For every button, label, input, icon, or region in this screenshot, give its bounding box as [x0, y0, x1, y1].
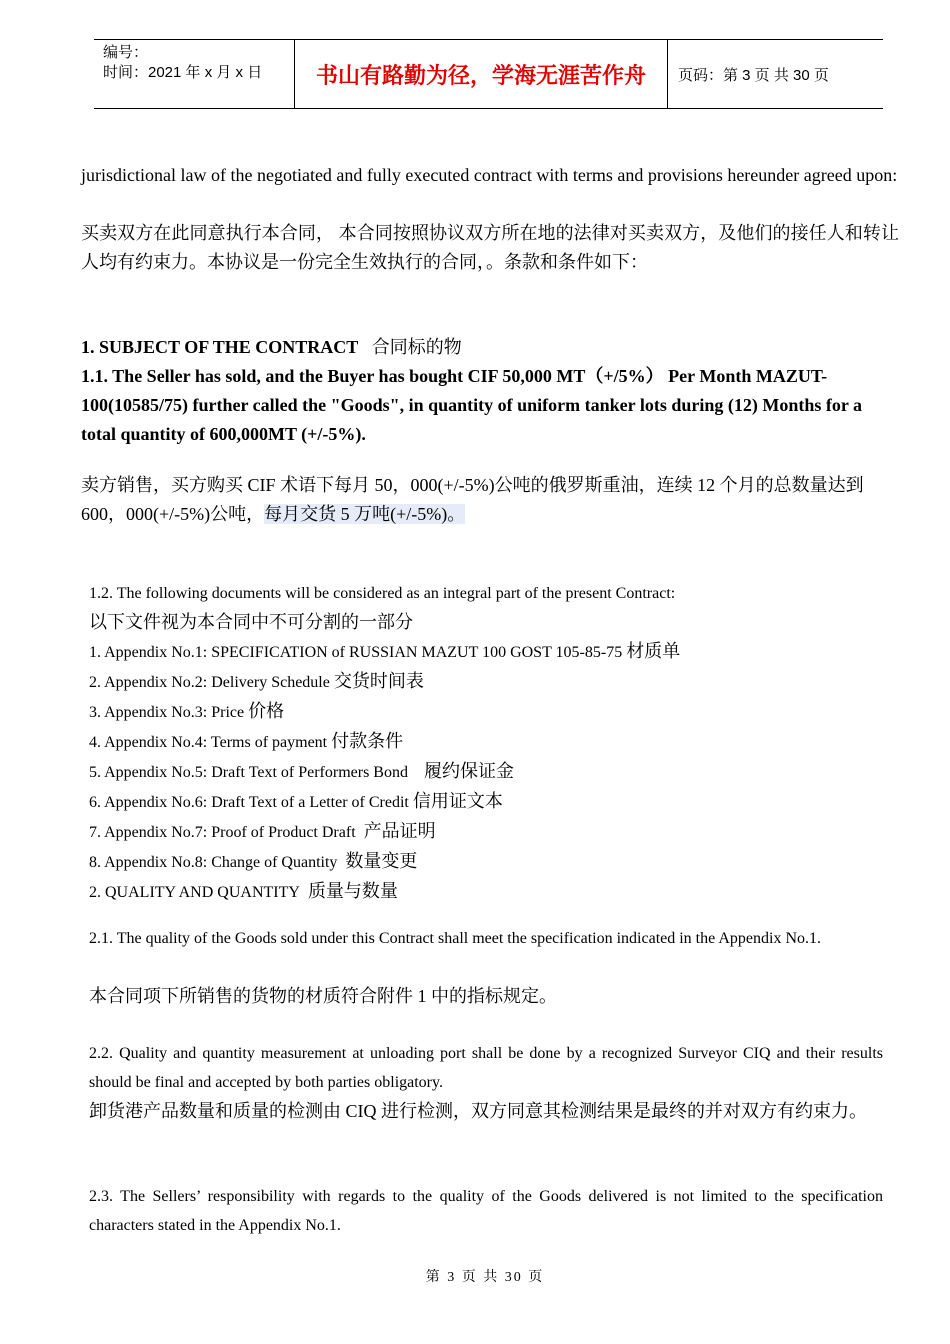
list-item: 6. Appendix No.6: Draft Text of a Letter of Credit 信用证文本 — [89, 791, 503, 811]
page-header — [94, 39, 883, 109]
document-date: 时间：2021 年 x 月 x 日 — [103, 64, 263, 81]
appendix-list — [89, 637, 883, 907]
list-item: 5. Appendix No.5: Draft Text of Performers Bond 履约保证金 — [89, 761, 514, 781]
clause-2-1-zh: 本合同项下所销售的货物的材质符合附件 1 中的指标规定。 — [89, 986, 557, 1006]
section-1-2 — [89, 579, 883, 907]
list-item: 2. Appendix No.2: Delivery Schedule 交货时间表 — [89, 671, 424, 691]
list-item: 7. Appendix No.7: Proof of Product Draft 产品证明 — [89, 821, 436, 841]
list-item: 4. Appendix No.4: Terms of payment 付款条件 — [89, 731, 404, 751]
clause-2-3-en: 2.3. The Sellers’ responsibility with regards to the quality of the Goods delivered is not limited to the specification characters stated in the Appendix No.1. — [89, 1188, 883, 1234]
section1-heading-zh: 合同标的物 — [371, 337, 462, 357]
section1-heading — [81, 333, 899, 362]
list-item: 8. Appendix No.8: Change of Quantity 数量变更 — [89, 851, 418, 871]
clause-1-1-zh-highlight: 每月交货 5 万吨(+/-5%)。 — [264, 504, 466, 524]
clause-1-1-zh — [81, 471, 893, 529]
clause-1-1-zh-a: 卖方销售，买方购买 CIF 术语下每月 50，000(+/-5%)公吨的俄罗斯重油，连续 12 个月的总数量达到 600，000(+/-5%)公吨， — [81, 475, 864, 524]
list-item: 3. Appendix No.3: Price 价格 — [89, 701, 285, 721]
header-page-info: 页码：第 3 页 共 30 页 — [678, 66, 829, 84]
list-item: 1. Appendix No.1: SPECIFICATION of RUSSIAN MAZUT 100 GOST 105-85-75 材质单 — [89, 641, 681, 661]
section-1-2-intro-zh: 以下文件视为本合同中不可分割的一部分 — [89, 612, 413, 632]
clause-2-2-en: 2.2. Quality and quantity measurement at unloading port shall be done by a recognized Surveyor CIQ and their results should be final and accepted by both parties obligatory. — [89, 1045, 883, 1091]
clause-2-2-zh: 卸货港产品数量和质量的检测由 CIQ 进行检测，双方同意其检测结果是最终的并对双方有约束力。 — [89, 1101, 867, 1121]
list-item: 2. QUALITY AND QUANTITY 质量与数量 — [89, 881, 398, 901]
section1-heading-en: 1. SUBJECT OF THE CONTRACT — [81, 337, 359, 357]
header-meta — [94, 40, 295, 108]
document-number-label: 编号： — [103, 44, 149, 61]
header-motto: 书山有路勤为径，学海无涯苦作舟 — [295, 40, 668, 108]
section-1-2-intro-en: 1.2. The following documents will be considered as an integral part of the present Contract: — [89, 585, 676, 602]
page-footer: 第 3 页 共 30 页 — [425, 1270, 545, 1285]
clause-1-1: 1.1. The Seller has sold, and the Buyer has bought CIF 50,000 MT（+/5%） Per Month MAZUT-100(10585/75) further called the "Goods", in quantity of uniform tanker lots during (12) Months for a total quantity of 600,000MT (+/-5%). — [81, 366, 863, 444]
intro-zh: 买卖双方在此同意执行本合同， 本合同按照协议双方所在地的法律对买卖双方，及他们的接任人和转让人均有约束力。本协议是一份完全生效执行的合同，。条款和条件如下： — [81, 223, 899, 272]
clause-2-1-en: 2.1. The quality of the Goods sold under this Contract shall meet the specification indicated in the Appendix No.1. — [89, 930, 821, 947]
intro-en: jurisdictional law of the negotiated and fully executed contract with terms and provisions hereunder agreed upon: — [81, 165, 898, 185]
